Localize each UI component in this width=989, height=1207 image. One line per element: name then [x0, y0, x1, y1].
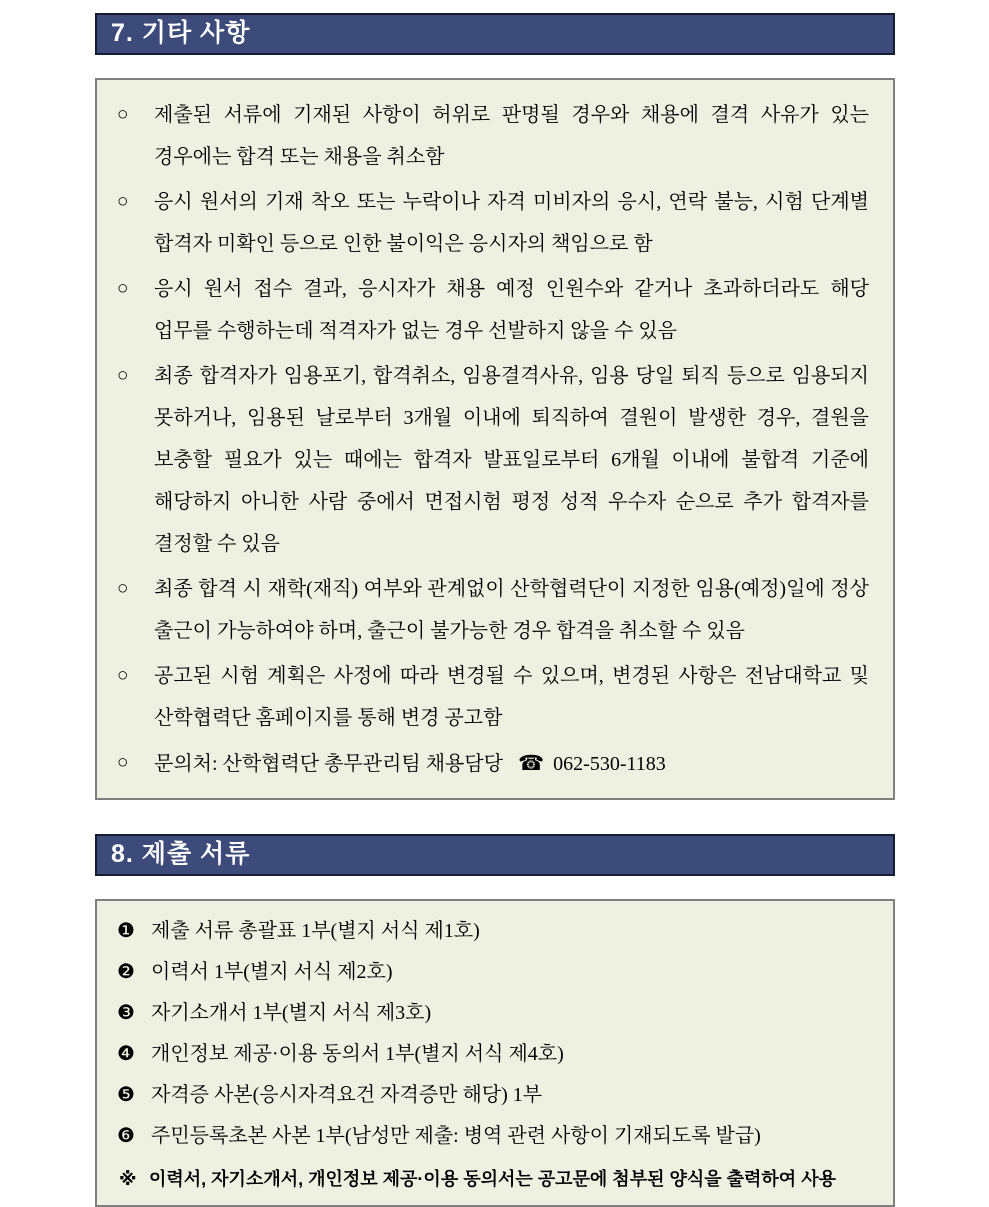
- notice-item: [117, 655, 869, 739]
- notice-item: [117, 268, 869, 352]
- notice-item: [117, 355, 869, 565]
- document-item-text: 이력서 1부(별지 서식 제2호): [151, 961, 393, 983]
- circled-number-icon: ❸: [117, 1002, 135, 1024]
- circled-number-icon: ❹: [117, 1043, 135, 1065]
- notice-item: [117, 181, 869, 265]
- section7-header: [95, 13, 895, 55]
- circle-bullet-icon: ○: [117, 665, 129, 686]
- circled-number-icon: ❻: [117, 1125, 135, 1147]
- note-text: 이력서, 자기소개서, 개인정보 제공·이용 동의서는 공고문에 첨부된 양식을 출력하여 사용: [149, 1169, 836, 1189]
- circle-bullet-icon: ○: [117, 752, 129, 773]
- document-item-text: 자기소개서 1부(별지 서식 제3호): [151, 1002, 432, 1024]
- document-item-text: 주민등록초본 사본 1부(남성만 제출: 병역 관련 사항이 기재되도록 발급): [151, 1125, 761, 1147]
- note-row: [117, 1159, 873, 1199]
- document-item: [117, 1034, 873, 1075]
- circle-bullet-icon: ○: [117, 104, 129, 125]
- reference-mark-icon: ※: [119, 1169, 137, 1189]
- circle-bullet-icon: ○: [117, 578, 129, 599]
- circled-number-icon: ❶: [117, 920, 135, 942]
- notice-item-text: 최종 합격자가 임용포기, 합격취소, 임용결격사유, 임용 당일 퇴직 등으로 임용되지 못하거나, 임용된 날로부터 3개월 이내에 퇴직하여 결원이 발생한 경우, 결원을 보충할 필요가 있는 때에는 합격자 발표일로부터 6개월 이내에 불합격 기준에 해당하지 아니한 사람 중에서 면접시험 평정 성적 우수자 순으로 추가 합격자를 결정할 수 있음: [154, 365, 869, 555]
- circle-bullet-icon: ○: [117, 191, 129, 212]
- circle-bullet-icon: ○: [117, 365, 129, 386]
- notice-item: [117, 568, 869, 652]
- contact-label: 문의처: 산학협력단 총무관리팀 채용담당: [154, 753, 503, 775]
- section7-title: 7. 기타 사항: [111, 19, 251, 47]
- section8-title: 8. 제출 서류: [111, 840, 251, 868]
- notice-item-text: 최종 합격 시 재학(재직) 여부와 관계없이 산학협력단이 지정한 임용(예정)일에 정상 출근이 가능하여야 하며, 출근이 불가능한 경우 합격을 취소할 수 있음: [154, 578, 869, 642]
- document-item: [117, 1075, 873, 1116]
- document-item-text: 제출 서류 총괄표 1부(별지 서식 제1호): [151, 920, 480, 942]
- circled-number-icon: ❺: [117, 1084, 135, 1106]
- notice-item-text: 응시 원서 접수 결과, 응시자가 채용 예정 인원수와 같거나 초과하더라도 해당 업무를 수행하는데 적격자가 없는 경우 선발하지 않을 수 있음: [154, 278, 869, 342]
- phone-number: 062-530-1183: [553, 753, 666, 775]
- document-item-text: 자격증 사본(응시자격요건 자격증만 해당) 1부: [151, 1084, 543, 1106]
- phone-icon: ☎: [518, 751, 545, 775]
- notice-item-text: 응시 원서의 기재 착오 또는 누락이나 자격 미비자의 응시, 연락 불능, 시험 단계별 합격자 미확인 등으로 인한 불이익은 응시자의 책임으로 함: [154, 191, 869, 255]
- contact-row: [117, 742, 869, 785]
- circle-bullet-icon: ○: [117, 278, 129, 299]
- document-item-text: 개인정보 제공·이용 동의서 1부(별지 서식 제4호): [151, 1043, 564, 1065]
- section8-header: [95, 834, 895, 876]
- contact-text: [154, 742, 869, 785]
- document-item: [117, 911, 873, 952]
- notice-item-text: 제출된 서류에 기재된 사항이 허위로 판명될 경우와 채용에 결격 사유가 있는 경우에는 합격 또는 채용을 취소함: [154, 104, 869, 168]
- document-item: [117, 993, 873, 1034]
- section8-box: [95, 899, 895, 1207]
- circled-number-icon: ❷: [117, 961, 135, 983]
- section7-box: [95, 78, 895, 800]
- notice-item-text: 공고된 시험 계획은 사정에 따라 변경될 수 있으며, 변경된 사항은 전남대학교 및 산학협력단 홈페이지를 통해 변경 공고함: [154, 665, 869, 729]
- notice-item: [117, 94, 869, 178]
- document-item: [117, 952, 873, 993]
- document-item: [117, 1116, 873, 1157]
